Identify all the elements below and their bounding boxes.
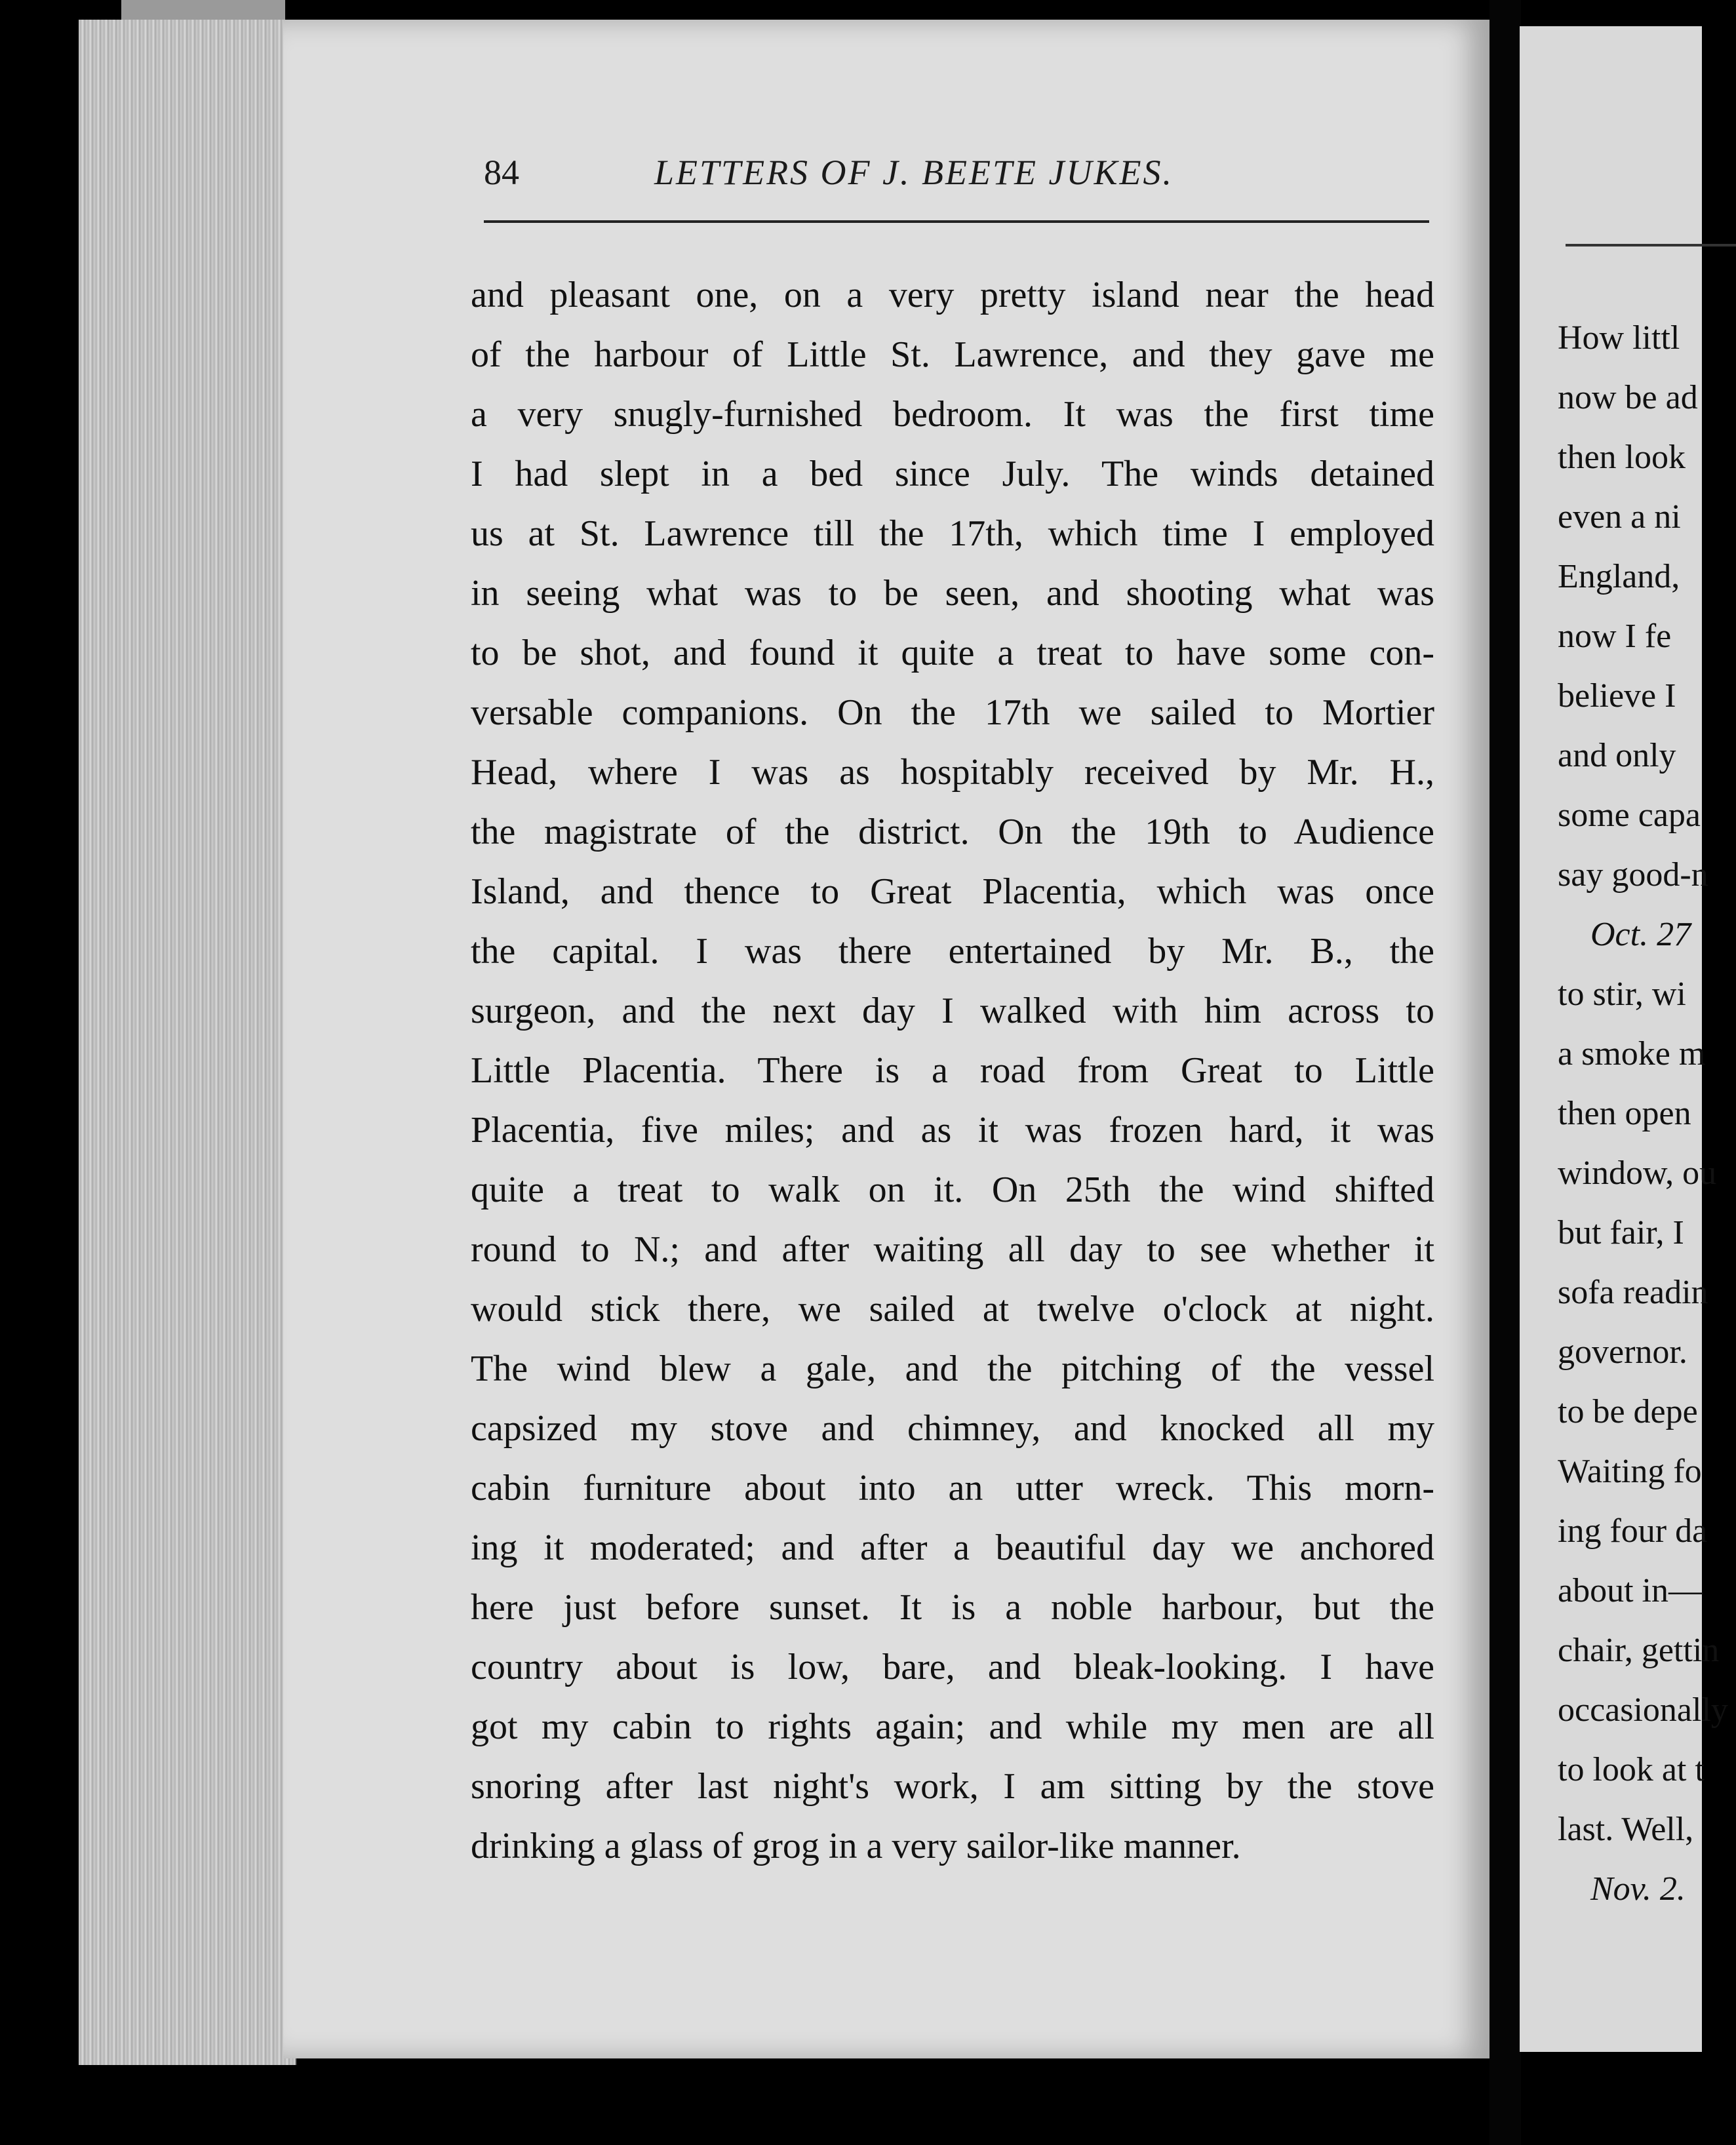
- header-rule: [484, 220, 1429, 223]
- text-line: occasionally: [1558, 1691, 1728, 1729]
- text-line: say good-n: [1558, 856, 1708, 894]
- text-line: a smoke m: [1558, 1035, 1706, 1072]
- text-line: a very snugly-furnished bedroom. It was the first time: [471, 394, 1434, 435]
- text-line: the magistrate of the district. On the 19th to Audience: [471, 812, 1434, 852]
- text-line: got my cabin to rights again; and while my men are all: [471, 1706, 1434, 1747]
- text-line: I had slept in a bed since July. The winds detained: [471, 454, 1434, 494]
- page-header: [484, 146, 1428, 198]
- text-line: the capital. I was there entertained by Mr. B., the: [471, 931, 1434, 972]
- text-line: about in—: [1558, 1572, 1703, 1609]
- right-header-rule: [1566, 244, 1736, 246]
- text-line: quite a treat to walk on it. On 25th the wind shifted: [471, 1170, 1434, 1210]
- text-line: here just before sunset. It is a noble harbour, but the: [471, 1587, 1434, 1628]
- text-line: round to N.; and after waiting all day to see whether it: [471, 1229, 1434, 1270]
- text-line: ing four da: [1558, 1512, 1708, 1550]
- text-line: surgeon, and the next day I walked with him across to: [471, 991, 1434, 1031]
- text-line: drinking a glass of grog in a very sailor-like manner.: [471, 1826, 1241, 1866]
- text-line: Little Placentia. There is a road from Great to Little: [471, 1050, 1434, 1091]
- text-line: country about is low, bare, and bleak-looking. I have: [471, 1647, 1434, 1687]
- text-line: some capa: [1558, 797, 1701, 834]
- text-line: versable companions. On the 17th we sailed to Mortier: [471, 692, 1434, 733]
- text-line: to be shot, and found it quite a treat to have some con-: [471, 633, 1434, 673]
- text-line: chair, gettin: [1558, 1632, 1720, 1669]
- text-line: would stick there, we sailed at twelve o'clock at night.: [471, 1289, 1434, 1329]
- text-line: cabin furniture about into an utter wreck. This morn-: [471, 1468, 1434, 1508]
- text-line: believe I: [1558, 677, 1676, 715]
- text-line: Oct. 27: [1590, 916, 1691, 953]
- right-page: [1520, 26, 1728, 2052]
- page-number: 84: [484, 153, 519, 192]
- text-line: to be depe: [1558, 1393, 1698, 1430]
- running-title: LETTERS OF J. BEETE JUKES.: [654, 153, 1174, 192]
- text-line: last. Well,: [1558, 1811, 1694, 1848]
- text-line: Nov. 2.: [1590, 1870, 1686, 1908]
- right-page-body: [1558, 308, 1728, 1919]
- text-line: governor.: [1558, 1333, 1687, 1371]
- text-line: of the harbour of Little St. Lawrence, and they gave me: [471, 334, 1434, 375]
- text-line: then look: [1558, 439, 1686, 476]
- text-line: capsized my stove and chimney, and knocked all my: [471, 1408, 1434, 1449]
- text-line: us at St. Lawrence till the 17th, which time I employed: [471, 513, 1434, 554]
- text-line: and only: [1558, 737, 1676, 774]
- text-line: even a ni: [1558, 498, 1681, 536]
- text-line: and pleasant one, on a very pretty island near the head: [471, 275, 1434, 315]
- text-line: window, ou: [1558, 1154, 1717, 1192]
- text-line: Island, and thence to Great Placentia, which was once: [471, 871, 1434, 912]
- text-line: Placentia, five miles; and as it was frozen hard, it was: [471, 1110, 1434, 1151]
- text-line: to look at t: [1558, 1751, 1705, 1788]
- book-page-edges: [79, 20, 296, 2065]
- text-line: to stir, wi: [1558, 975, 1686, 1013]
- text-line: Waiting fo: [1558, 1453, 1702, 1490]
- text-line: in seeing what was to be seen, and shooting what was: [471, 573, 1434, 614]
- text-line: The wind blew a gale, and the pitching of the vessel: [471, 1348, 1434, 1389]
- text-line: but fair, I: [1558, 1214, 1684, 1251]
- text-line: Head, where I was as hospitably received by Mr. H.,: [471, 752, 1434, 793]
- text-line: England,: [1558, 558, 1680, 595]
- text-line: ing it moderated; and after a beautiful day we anchored: [471, 1527, 1434, 1568]
- text-line: How littl: [1558, 319, 1680, 357]
- text-line: sofa readin: [1558, 1274, 1708, 1311]
- left-page-body: [471, 266, 1434, 1876]
- book-gutter: [1489, 0, 1521, 2145]
- text-line: now be ad: [1558, 379, 1698, 416]
- text-line: now I fe: [1558, 618, 1672, 655]
- text-line: snoring after last night's work, I am sitting by the stove: [471, 1766, 1434, 1807]
- text-line: then open: [1558, 1095, 1691, 1132]
